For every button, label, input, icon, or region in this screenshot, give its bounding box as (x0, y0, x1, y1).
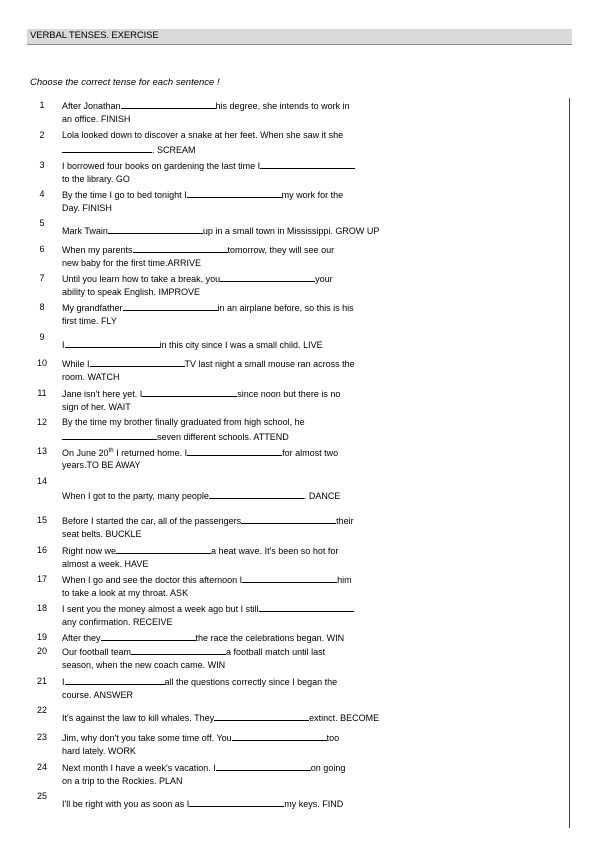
question-line-1: Lola looked down to discover a snake at her feet. When she saw it she (62, 130, 344, 140)
answer-blank[interactable] (62, 431, 157, 440)
answer-blank[interactable] (62, 144, 152, 153)
question-number: 1 (39, 100, 45, 110)
question-number: 24 (36, 762, 47, 772)
question-line-1: Mark Twain up in a small town in Mississippi. GROW UP (62, 226, 380, 236)
question-number: 11 (37, 388, 47, 398)
question-line-1: When my parents tomorrow, they will see our (62, 245, 335, 255)
question-line-1: By the time I go to bed tonight I my work for the (62, 190, 344, 200)
answer-blank[interactable] (189, 798, 284, 807)
question-number: 15 (36, 515, 47, 525)
question-number: 7 (39, 273, 45, 283)
question-line-1: I all the questions correctly since I began the (62, 677, 338, 687)
question-line-1: I in this city since I was a small child. LIVE (62, 340, 323, 350)
vertical-rule (569, 98, 570, 828)
question-line-1: It's against the law to kill whales. They extinct. BECOME (62, 713, 380, 723)
question-line-2: season, when the new coach came. WIN (62, 660, 226, 670)
question-line-2: to the library. GO (62, 174, 130, 184)
answer-blank[interactable] (220, 273, 315, 282)
answer-blank[interactable] (123, 302, 218, 311)
page-title: VERBAL TENSES. EXERCISE (30, 30, 159, 41)
answer-blank[interactable] (65, 339, 160, 348)
question-line-1: My grandfather in an airplane before, so this is his (62, 303, 354, 313)
question-line-2: to take a look at my throat. ASK (62, 588, 189, 598)
question-number: 20 (36, 646, 47, 656)
question-line-2: an office. FINISH (62, 114, 131, 124)
question-line-1: After they the race the celebrations began. WIN (62, 633, 345, 643)
question-number: 13 (36, 446, 47, 456)
question-number: 6 (39, 244, 45, 254)
question-line-2: years.TO BE AWAY (62, 460, 141, 470)
question-number: 3 (39, 160, 45, 170)
question-line-1: By the time my brother finally graduated from high school, he (62, 417, 305, 427)
question-line-1: While I TV last night a small mouse ran across the (62, 359, 355, 369)
answer-blank[interactable] (131, 646, 226, 655)
question-line-2: room. WATCH (62, 372, 120, 382)
question-line-2: any confirmation. RECEIVE (62, 617, 173, 627)
answer-blank[interactable] (133, 244, 228, 253)
question-line-2: . SCREAM (62, 144, 196, 156)
answer-blank[interactable] (187, 189, 282, 198)
question-number: 21 (36, 676, 47, 686)
question-number: 4 (39, 189, 45, 199)
question-number: 17 (36, 574, 47, 584)
question-line-1: When I got to the party, many people . DANCE (62, 491, 341, 501)
question-line-2: seven different schools. ATTEND (62, 431, 289, 443)
question-line-2: sign of her. WAIT (62, 402, 131, 412)
question-number: 16 (36, 545, 47, 555)
question-line-2: new baby for the first time.ARRIVE (62, 258, 202, 268)
question-line-2: almost a week. HAVE (62, 559, 149, 569)
question-number: 23 (36, 732, 47, 742)
question-number: 14 (36, 476, 47, 486)
question-number: 18 (36, 603, 47, 613)
question-line-2: on a trip to the Rockies. PLAN (62, 776, 183, 786)
question-number: 10 (36, 358, 47, 368)
question-number: 22 (36, 705, 47, 715)
question-line-2: course. ANSWER (62, 690, 134, 700)
question-line-1: Right now we a heat wave. It's been so hot for (62, 546, 339, 556)
question-line-1: On June 20th I returned home. I for almost two (62, 448, 339, 458)
question-line-1: I sent you the money almost a week ago but I still (62, 603, 354, 615)
answer-blank[interactable] (101, 632, 196, 641)
question-line-1: I'll be right with you as soon as I my keys. FIND (62, 799, 344, 809)
answer-blank[interactable] (142, 388, 237, 397)
question-line-1: Our football team a football match until last (62, 647, 326, 657)
question-number: 12 (36, 417, 47, 427)
answer-blank[interactable] (242, 574, 337, 583)
answer-blank[interactable] (214, 712, 309, 721)
question-line-1: When I go and see the doctor this afternoon I him (62, 575, 352, 585)
answer-blank[interactable] (116, 545, 211, 554)
answer-blank[interactable] (259, 603, 354, 612)
answer-blank[interactable] (241, 515, 336, 524)
instructions: Choose the correct tense for each sentence ! (30, 77, 220, 88)
question-line-2: ability to speak English. IMPROVE (62, 287, 201, 297)
question-number: 25 (36, 791, 47, 801)
answer-blank[interactable] (90, 358, 185, 367)
answer-blank[interactable] (65, 676, 165, 685)
question-line-1: Until you learn how to take a break, you your (62, 274, 333, 284)
question-line-2: hard lately. WORK (62, 746, 136, 756)
question-number: 2 (39, 130, 45, 140)
question-line-1: I borrowed four books on gardening the last time I (62, 160, 355, 172)
question-number: 9 (39, 332, 45, 342)
question-number: 8 (39, 302, 45, 312)
question-line-1: Jim, why don't you take some time off. You too (62, 733, 340, 743)
answer-blank[interactable] (187, 447, 282, 456)
answer-blank[interactable] (232, 732, 327, 741)
question-line-2: Day. FINISH (62, 203, 112, 213)
answer-blank[interactable] (216, 762, 311, 771)
question-line-2: first time. FLY (62, 316, 117, 326)
question-line-1: After Jonathan his degree, she intends to work in (62, 101, 350, 111)
question-number: 19 (36, 632, 47, 642)
answer-blank[interactable] (260, 160, 355, 169)
question-line-1: Before I started the car, all of the passengers their (62, 516, 354, 526)
answer-blank[interactable] (108, 225, 203, 234)
answer-blank[interactable] (121, 100, 216, 109)
question-line-2: seat belts. BUCKLE (62, 529, 142, 539)
question-line-1: Next month I have a week's vacation. I on going (62, 763, 346, 773)
answer-blank[interactable] (209, 490, 304, 499)
question-number: 5 (39, 218, 45, 228)
question-line-1: Jane isn't here yet. I since noon but there is no (62, 389, 341, 399)
page-header-bar (27, 29, 572, 45)
